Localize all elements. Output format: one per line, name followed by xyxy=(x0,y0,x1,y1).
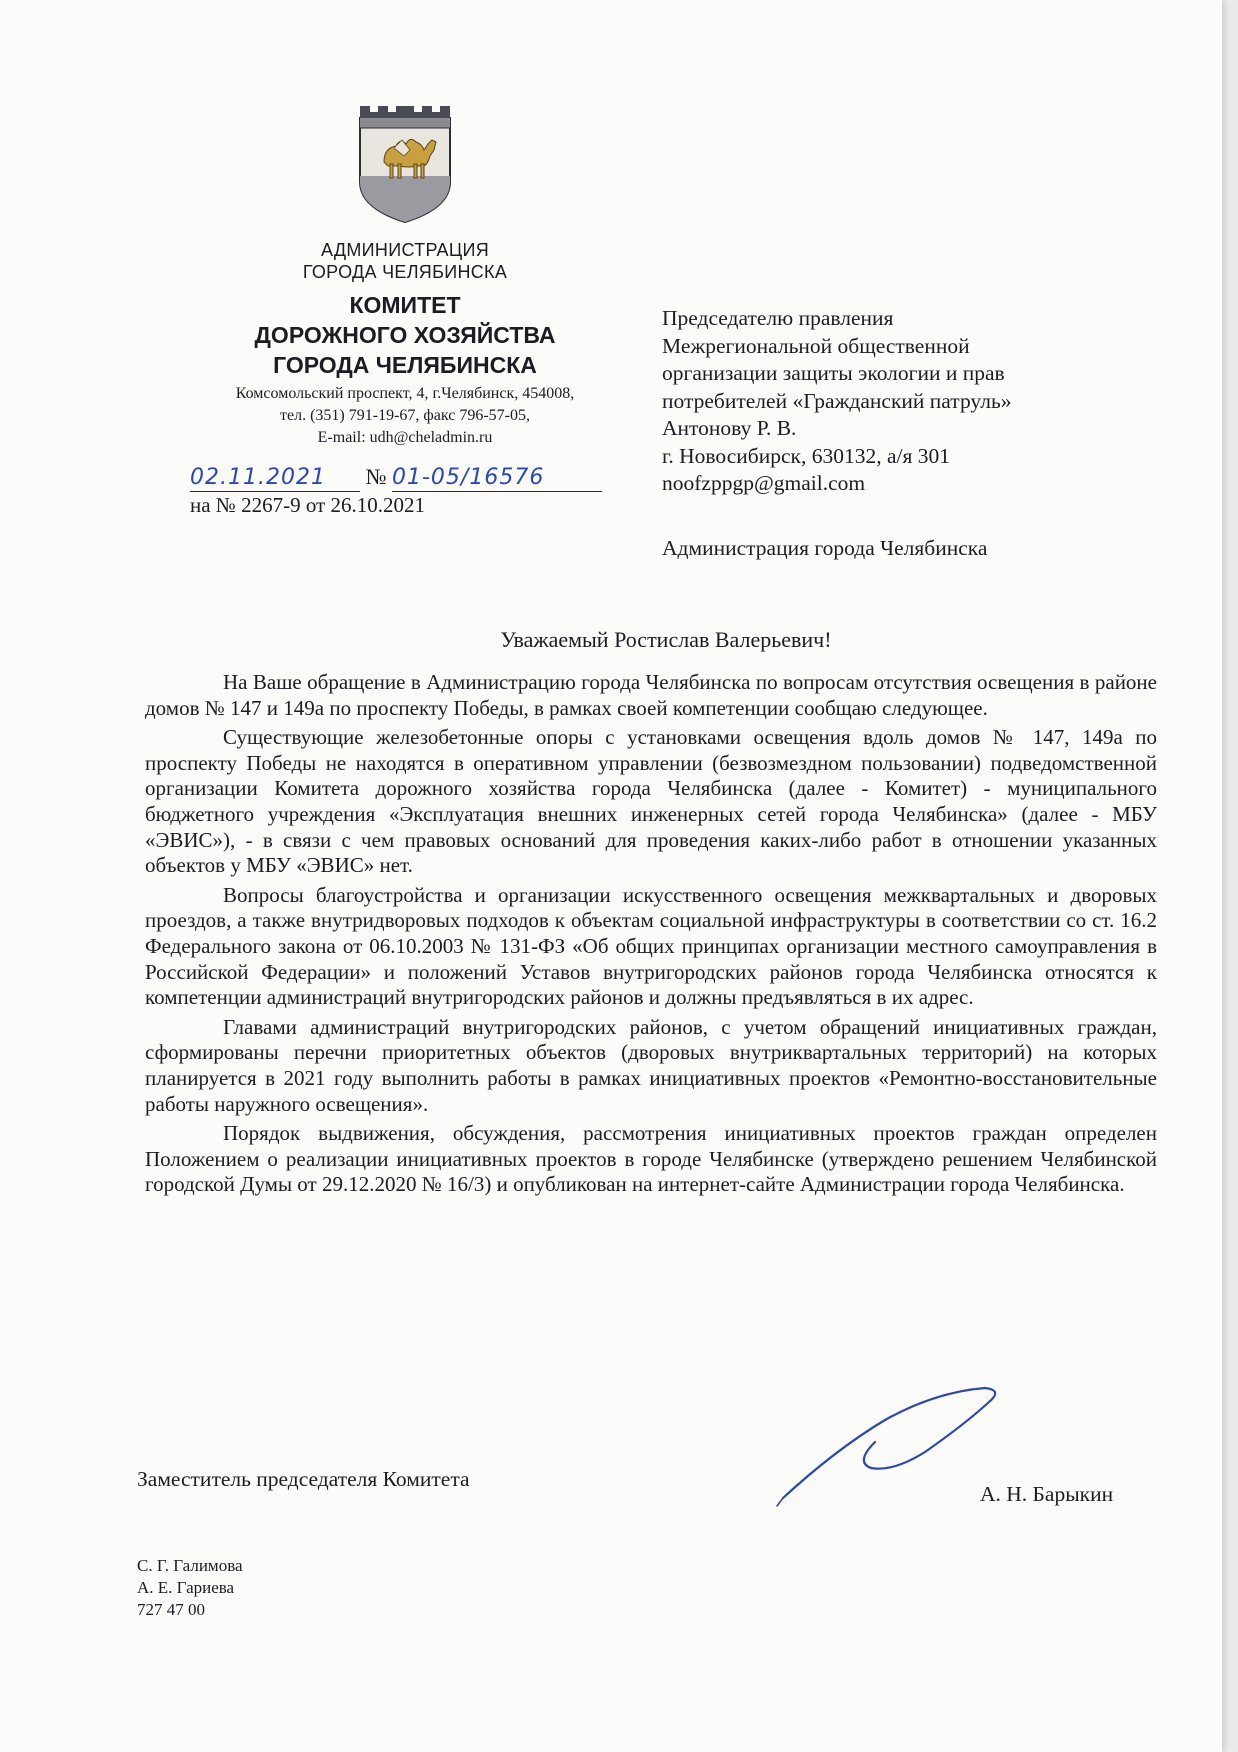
committee-email: E-mail: udh@cheladmin.ru xyxy=(317,429,493,446)
committee-line-3: ГОРОДА ЧЕЛЯБИНСКА xyxy=(273,352,537,378)
admin-line-1: АДМИНИСТРАЦИЯ xyxy=(320,240,490,260)
recipient-line: организации защиты экологии и прав xyxy=(662,361,1005,385)
recipient-line: Антонову Р. В. xyxy=(662,416,797,440)
executors-block xyxy=(137,1555,243,1621)
executor-name: А. Е. Гариева xyxy=(137,1578,235,1597)
recipient-line: Председателю правления xyxy=(662,306,894,330)
body-paragraph: Главами администраций внутригородских районов, с учетом обращений инициативных граждан, сформированы перечни приоритетных объектов (дворовых внутриквартальных территорий) на которых планируется в 2021 году выполнить работы в рамках инициативных проектов «Ремонтно-восстановительные работы наружного освещения». xyxy=(145,1014,1157,1116)
executor-phone: 727 47 00 xyxy=(137,1600,205,1619)
committee-heading xyxy=(200,290,610,380)
admin-line-2: ГОРОДА ЧЕЛЯБИНСКА xyxy=(302,262,508,282)
letter-body xyxy=(145,670,1157,1202)
number-sign: № xyxy=(365,464,387,489)
outgoing-date: 02.11.2021 xyxy=(190,465,360,492)
committee-contacts xyxy=(185,383,625,449)
recipient-copy: Администрация города Челябинска xyxy=(662,536,988,560)
committee-line-1: КОМИТЕТ xyxy=(349,292,461,318)
outgoing-registration xyxy=(190,464,602,492)
recipient-line: г. Новосибирск, 630132, а/я 301 xyxy=(662,443,950,468)
recipient-block xyxy=(662,305,1102,498)
body-paragraph: Существующие железобетонные опоры с установками освещения вдоль домов № 147, 149а по проспекту Победы не находятся в оперативном управлении (безвозмездном пользовании) подведомственной организации Комитета дорожного хозяйства города Челябинска (далее - Комитет) - муниципального бюджетного учреждения «Эксплуатация внешних инженерных сетей города Челябинска» (далее - МБУ «ЭВИС»), - в связи с чем правовых оснований для проведения каких-либо работ в отношении указанных объектов у МБУ «ЭВИС» нет. xyxy=(145,725,1157,878)
body-paragraph: Порядок выдвижения, обсуждения, рассмотрения инициативных проектов граждан определен Положением о реализации инициативных проектов в городе Челябинске (утверждено решением Челябинской городской Думы от 29.12.2020 № 16/3) и опубликован на интернет-сайте Администрации города Челябинска. xyxy=(145,1121,1157,1197)
signatory-role: Заместитель председателя Комитета xyxy=(137,1467,470,1491)
outgoing-number: 01-05/16576 xyxy=(392,465,602,492)
chelyabinsk-coat-of-arms-icon xyxy=(358,104,452,224)
recipient-line: потребителей «Гражданский патруль» xyxy=(662,388,1012,413)
committee-line-2: ДОРОЖНОГО ХОЗЯЙСТВА xyxy=(254,322,556,348)
body-paragraph: На Ваше обращение в Администрацию города Челябинска по вопросам отсутствия освещения в районе домов № 147 и 149а по проспекту Победы, в рамках своей компетенции сообщаю следующее. xyxy=(145,670,1157,720)
body-paragraph: Вопросы благоустройства и организации искусственного освещения межквартальных и дворовых проездов, а также внутридворовых подходов к объектам социальной инфраструктуры в соответствии со ст. 16.2 Федерального закона от 06.10.2003 № 131-ФЗ «Об общих принципах организации местного самоуправления в Российской Федерации» и положений Уставов внутригородских районов города Челябинска относятся к компетенции администраций внутригородских районов и должны предъявляться в их адрес. xyxy=(145,882,1157,1010)
signatory-name: А. Н. Барыкин xyxy=(980,1482,1114,1506)
salutation: Уважаемый Ростислав Валерьевич! xyxy=(500,627,832,652)
committee-address: Комсомольский проспект, 4, г.Челябинск, 454008, xyxy=(235,385,575,402)
committee-phone: тел. (351) 791-19-67, факс 796-57-05, xyxy=(280,407,530,424)
executor-name: С. Г. Галимова xyxy=(137,1556,243,1575)
recipient-line: Межрегиональной общественной xyxy=(662,333,970,358)
recipient-line: noofzppgp@gmail.com xyxy=(662,471,866,495)
administration-heading xyxy=(255,239,555,283)
reply-reference: на № 2267-9 от 26.10.2021 xyxy=(190,493,425,517)
handwritten-signature-icon xyxy=(775,1380,1005,1510)
